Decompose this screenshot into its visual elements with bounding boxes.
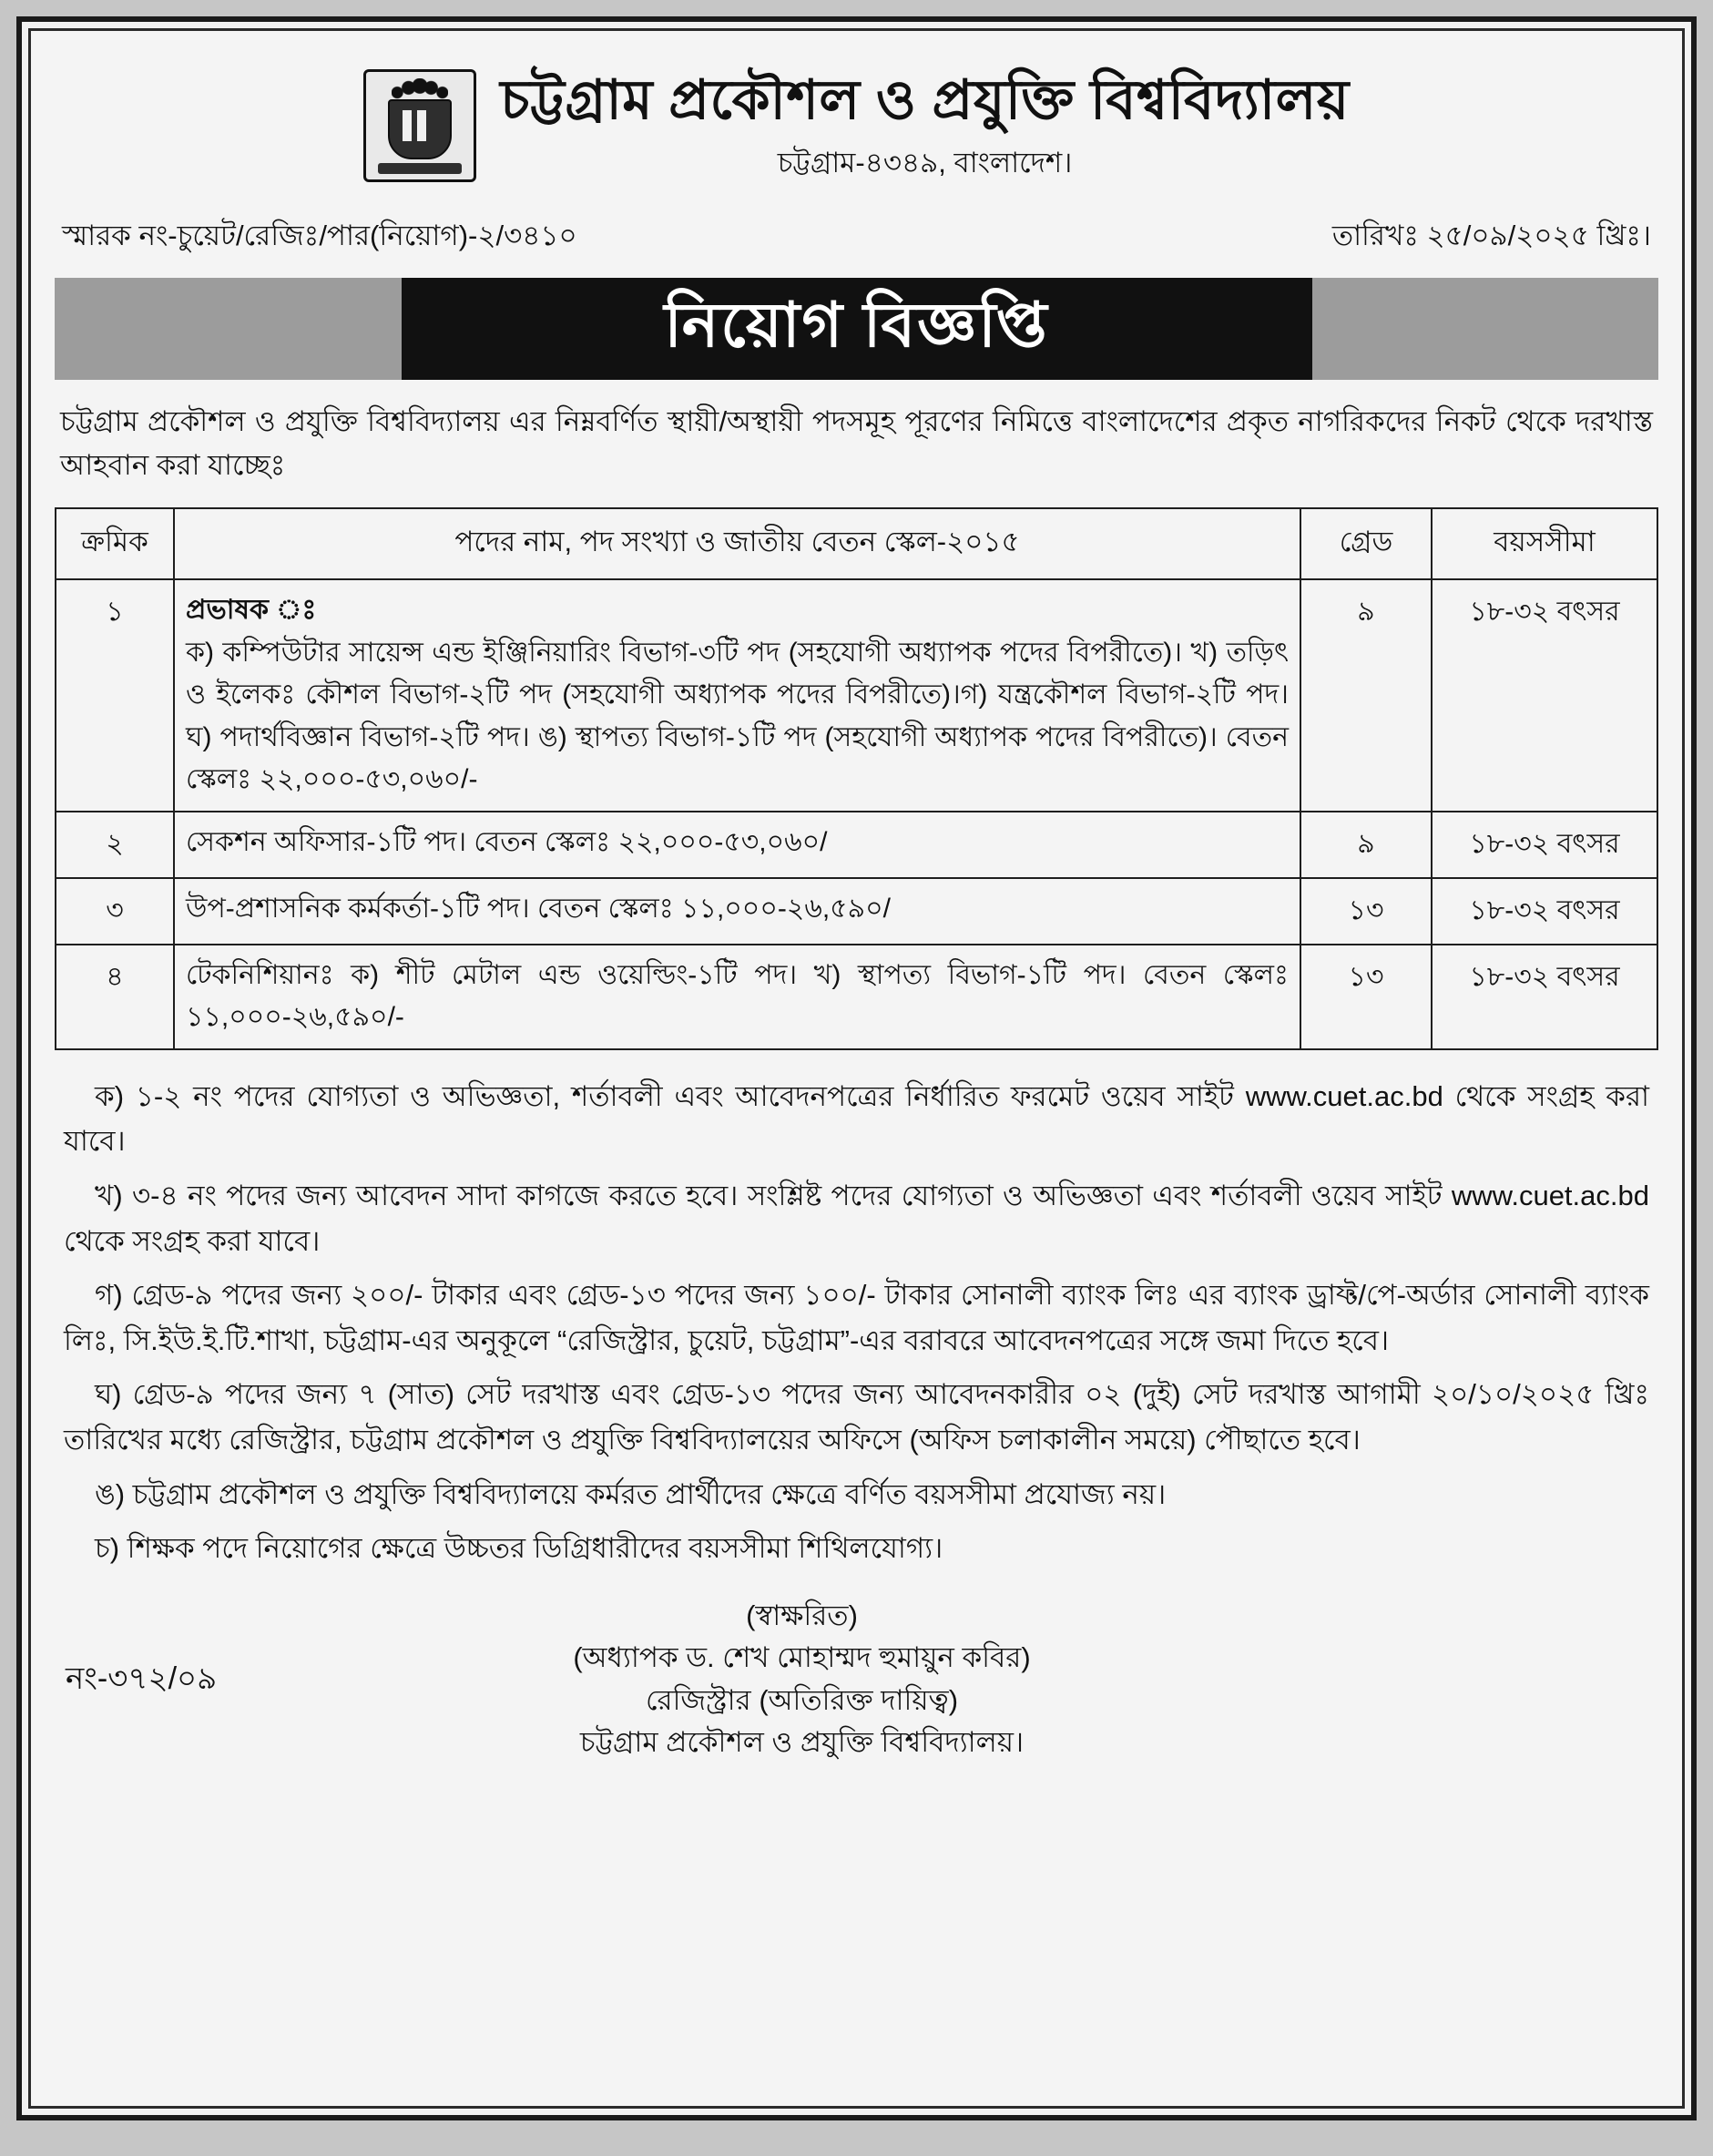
- condition-item: ঙ) চট্টগ্রাম প্রকৌশল ও প্রযুক্তি বিশ্ববিদ্যালয়ে কর্মরত প্রার্থীদের ক্ষেত্রে বর্ণিত বয়সসীমা প্রযোজ্য নয়।: [95, 1477, 1167, 1510]
- signature-name: (অধ্যাপক ড. শেখ মোহাম্মদ হুমায়ুন কবির): [573, 1641, 1031, 1674]
- shield-icon: [388, 99, 452, 159]
- inner-border: [28, 28, 1685, 2109]
- condition-item: গ) গ্রেড-৯ পদের জন্য ২০০/- টাকার এবং গ্রেড-১৩ পদের জন্য ১০০/- টাকার সোনালী ব্যাংক লিঃ এর ব্যাংক ড্রাফ্ট/পে-অর্ডার সোনালী ব্যাংক লিঃ, সি.ইউ.ই.টি.শাখা, চট্টগ্রাম-এর অনুকূলে “রেজিস্ট্রার, চুয়েট, চট্টগ্রাম”-এর বরাবরে আবেদনপত্রের সঙ্গে জমা দিতে হবে।: [64, 1279, 1649, 1356]
- cell-grade: ৯: [1300, 812, 1432, 878]
- condition-item: ক) ১-২ নং পদের যোগ্যতা ও অভিজ্ঞতা, শর্তাবলী এবং আবেদনপত্রের নির্ধারিত ফরমেট ওয়েব সাইট www.cuet.ac.bd থেকে সংগ্রহ করা যাবে।: [64, 1079, 1649, 1158]
- memo-number: স্মারক নং-চুয়েট/রেজিঃ/পার(নিয়োগ)-২/৩৪১০: [62, 220, 577, 252]
- table-row: [56, 878, 1657, 945]
- signature-line-signed: (স্বাক্ষরিত): [746, 1599, 858, 1631]
- condition-item: ঘ) গ্রেড-৯ পদের জন্য ৭ (সাত) সেট দরখাস্ত এবং গ্রেড-১৩ পদের জন্য আবেদনকারীর ০২ (দুই) সেট দরখাস্ত আগামী ২০/১০/২০২৫ খ্রিঃ তারিখের মধ্যে রেজিস্ট্রার, চট্টগ্রাম প্রকৌশল ও প্রযুক্তি বিশ্ববিদ্যালয়ের অফিসে (অফিস চলাকালীন সময়ে) পৌছাতে হবে।: [64, 1378, 1649, 1456]
- banner-left-fill: [55, 278, 402, 380]
- notice-title: নিয়োগ বিজ্ঞপ্তি: [402, 278, 1312, 380]
- cell-post: [174, 579, 1300, 812]
- condition-item: খ) ৩-৪ নং পদের জন্য আবেদন সাদা কাগজে করতে হবে। সংশ্লিষ্ট পদের যোগ্যতা ও অভিজ্ঞতা এবং শর্তাবলী ওয়েব সাইট www.cuet.ac.bd থেকে সংগ্রহ করা যাবে।: [64, 1179, 1649, 1257]
- memo-row: [55, 214, 1658, 261]
- cell-post: টেকনিশিয়ানঃ ক) শীট মেটাল এন্ড ওয়েল্ডিং-১টি পদ। খ) স্থাপত্য বিভাগ-১টি পদ। বেতন স্কেলঃ ১১,০০০-২৬,৫৯০/-: [174, 945, 1300, 1049]
- university-address: চট্টগ্রাম-৪৩৪৯, বাংলাদেশ।: [777, 147, 1073, 179]
- th-age: বয়সসীমা: [1432, 508, 1657, 579]
- th-post: পদের নাম, পদ সংখ্যা ও জাতীয় বেতন স্কেল-২০১৫: [174, 508, 1300, 579]
- conditions-list: [55, 1074, 1658, 1571]
- notice-banner: [55, 278, 1658, 380]
- university-crest-icon: [363, 69, 476, 182]
- cell-serial: ১: [56, 579, 174, 812]
- outer-border: [16, 16, 1697, 2120]
- header-titles: [500, 69, 1350, 189]
- cell-serial: ৪: [56, 945, 174, 1049]
- document-number: নং-৩৭২/০৯: [66, 1660, 218, 1696]
- cell-serial: ৩: [56, 878, 174, 945]
- cell-post: উপ-প্রশাসনিক কর্মকর্তা-১টি পদ। বেতন স্কেলঃ ১১,০০০-২৬,৫৯০/: [174, 878, 1300, 945]
- intro-paragraph: চট্টগ্রাম প্রকৌশল ও প্রযুক্তি বিশ্ববিদ্যালয় এর নিম্নবর্ণিত স্থায়ী/অস্থায়ী পদসমূহ পূরণের নিমিত্তে বাংলাদেশের প্রকৃত নাগরিকদের নিকট থেকে দরখাস্ত আহবান করা যাচ্ছেঃ: [60, 405, 1653, 482]
- cell-serial: ২: [56, 812, 174, 878]
- table-row: [56, 945, 1657, 1049]
- memo-date: তারিখঃ ২৫/০৯/২০২৫ খ্রিঃ।: [1331, 220, 1651, 252]
- cell-age: ১৮-৩২ বৎসর: [1432, 579, 1657, 812]
- posts-table: [55, 507, 1658, 1050]
- cell-age: ১৮-৩২ বৎসর: [1432, 812, 1657, 878]
- cell-grade: ৯: [1300, 579, 1432, 812]
- banner-right-fill: [1312, 278, 1659, 380]
- signature-institution: চট্টগ্রাম প্রকৌশল ও প্রযুক্তি বিশ্ববিদ্যালয়।: [579, 1726, 1025, 1759]
- th-grade: গ্রেড: [1300, 508, 1432, 579]
- post-head: প্রভাষক ঃ: [186, 595, 317, 626]
- cell-grade: ১৩: [1300, 945, 1432, 1049]
- cell-age: ১৮-৩২ বৎসর: [1432, 945, 1657, 1049]
- document-header: [55, 49, 1658, 189]
- table-row: [56, 812, 1657, 878]
- university-name: চট্টগ্রাম প্রকৌশল ও প্রযুক্তি বিশ্ববিদ্যালয়: [500, 69, 1350, 130]
- cell-grade: ১৩: [1300, 878, 1432, 945]
- condition-item: চ) শিক্ষক পদে নিয়োগের ক্ষেত্রে উচ্চতর ডিগ্রিধারীদের বয়সসীমা শিথিলযোগ্য।: [95, 1532, 943, 1565]
- ribbon-icon: [378, 163, 462, 174]
- cell-post: সেকশন অফিসার-১টি পদ। বেতন স্কেলঃ ২২,০০০-৫৩,০৬০/: [174, 812, 1300, 878]
- signature-designation: রেজিস্ট্রার (অতিরিক্ত দায়িত্ব): [645, 1683, 959, 1716]
- post-desc: ক) কম্পিউটার সায়েন্স এন্ড ইঞ্জিনিয়ারিং বিভাগ-৩টি পদ (সহযোগী অধ্যাপক পদের বিপরীতে)। খ) তড়িৎ ও ইলেকঃ কৌশল বিভাগ-২টি পদ (সহযোগী অধ্যাপক পদের বিপরীতে)।গ) যন্ত্রকৌশল বিভাগ-২টি পদ। ঘ) পদার্থবিজ্ঞান বিভাগ-২টি পদ। ঙ) স্থাপত্য বিভাগ-১টি পদ (সহযোগী অধ্যাপক পদের বিপরীতে)। বেতন স্কেলঃ ২২,০০০-৫৩,০৬০/-: [186, 637, 1289, 795]
- table-header-row: [56, 508, 1657, 579]
- th-serial: ক্রমিক: [56, 508, 174, 579]
- cell-age: ১৮-৩২ বৎসর: [1432, 878, 1657, 945]
- table-row: [56, 579, 1657, 812]
